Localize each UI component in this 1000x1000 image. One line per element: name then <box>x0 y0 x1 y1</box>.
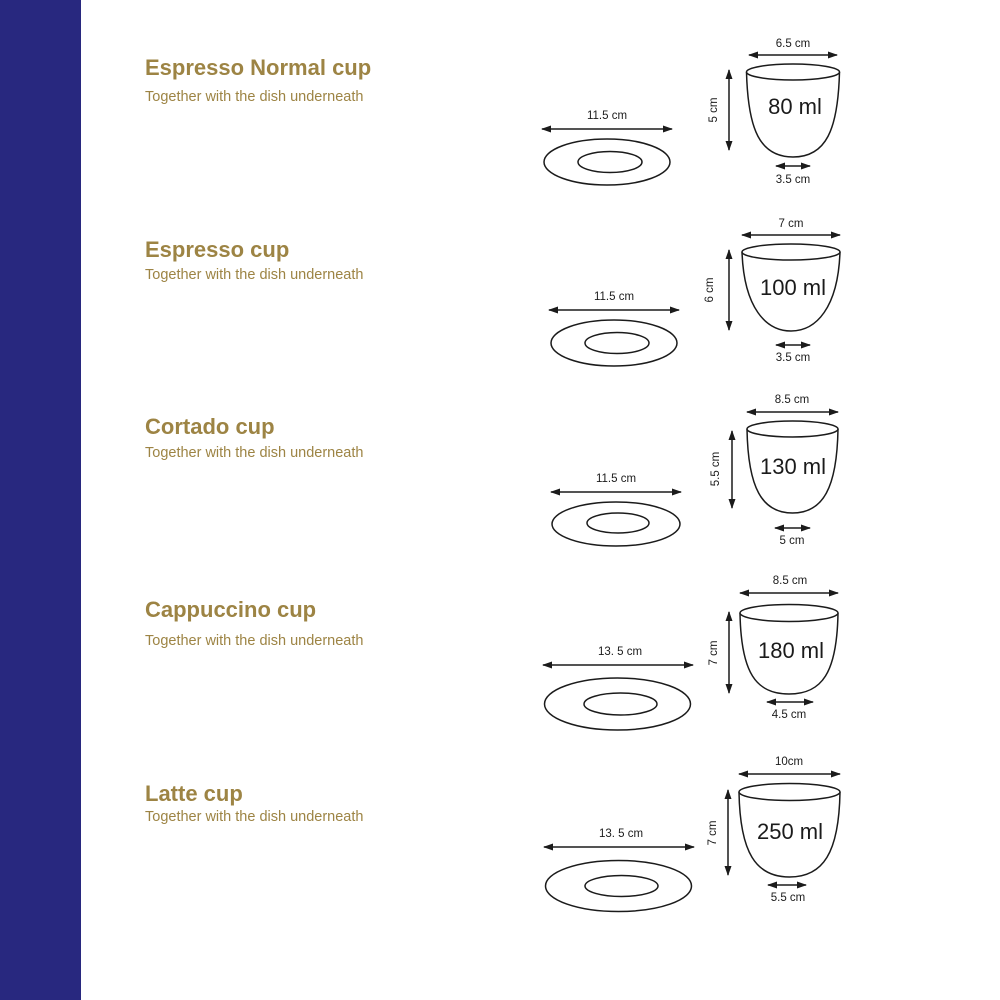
row-subtitle: Together with the dish underneath <box>145 633 364 649</box>
cup-bottom-diameter-label: 5.5 cm <box>770 892 806 904</box>
cup-height-label: 5.5 cm <box>710 451 722 487</box>
dish-inner-ellipse <box>584 693 657 715</box>
cup-volume-label: 130 ml <box>759 454 827 479</box>
dish-inner-ellipse <box>578 152 642 173</box>
dish-inner-ellipse <box>585 876 658 897</box>
dish-diagram <box>529 284 699 384</box>
cup-volume-label: 100 ml <box>759 275 827 300</box>
cup-top-diameter-label: 10cm <box>774 756 804 768</box>
cup-rim <box>742 244 840 260</box>
left-accent-bar <box>0 0 81 1000</box>
dish-inner-ellipse <box>587 513 649 533</box>
cup-top-diameter-label: 6.5 cm <box>775 38 811 50</box>
cup-rim <box>739 784 840 801</box>
dish-diameter-label: 11.5 cm <box>595 473 637 485</box>
cup-bottom-diameter-label: 4.5 cm <box>771 709 807 721</box>
dish-diagram <box>532 639 702 739</box>
cup-diagram <box>696 210 846 375</box>
cup-diagram <box>696 388 846 553</box>
dish-inner-ellipse <box>585 333 649 354</box>
row-title: Cappuccino cup <box>145 597 317 622</box>
cup-volume-label: 180 ml <box>757 638 825 663</box>
row-title: Cortado cup <box>145 414 275 439</box>
cup-bottom-diameter-label: 5 cm <box>779 535 805 547</box>
dish-diameter-label: 13. 5 cm <box>598 828 644 840</box>
cup-bottom-diameter-label: 3.5 cm <box>775 352 811 364</box>
row-subtitle: Together with the dish underneath <box>145 445 364 461</box>
cup-diagram <box>696 30 846 195</box>
cup-volume-label: 250 ml <box>756 819 824 844</box>
cup-diagram <box>696 568 846 733</box>
row-subtitle: Together with the dish underneath <box>145 89 364 105</box>
cup-top-diameter-label: 8.5 cm <box>774 394 810 406</box>
dish-diagram <box>533 821 703 921</box>
row-subtitle: Together with the dish underneath <box>145 267 364 283</box>
row-title: Espresso cup <box>145 237 290 262</box>
dish-diagram <box>531 466 701 566</box>
row-title: Latte cup <box>145 781 243 806</box>
dish-diameter-label: 11.5 cm <box>586 110 628 122</box>
cup-height-label: 6 cm <box>704 277 716 303</box>
dish-diameter-label: 11.5 cm <box>593 291 635 303</box>
cup-height-label: 7 cm <box>708 640 720 666</box>
cup-rim <box>747 64 840 80</box>
dish-diameter-label: 13. 5 cm <box>597 646 643 658</box>
cup-height-label: 7 cm <box>707 820 719 846</box>
row-subtitle: Together with the dish underneath <box>145 809 364 825</box>
row-title: Espresso Normal cup <box>145 55 372 80</box>
dish-diagram <box>522 103 692 203</box>
cup-rim <box>747 421 838 437</box>
cup-bottom-diameter-label: 3.5 cm <box>775 174 811 186</box>
cup-rim <box>740 605 838 622</box>
cup-top-diameter-label: 8.5 cm <box>772 575 808 587</box>
cup-height-label: 5 cm <box>708 97 720 123</box>
cup-diagram <box>696 748 846 913</box>
cup-top-diameter-label: 7 cm <box>778 218 804 230</box>
cup-volume-label: 80 ml <box>768 94 822 119</box>
